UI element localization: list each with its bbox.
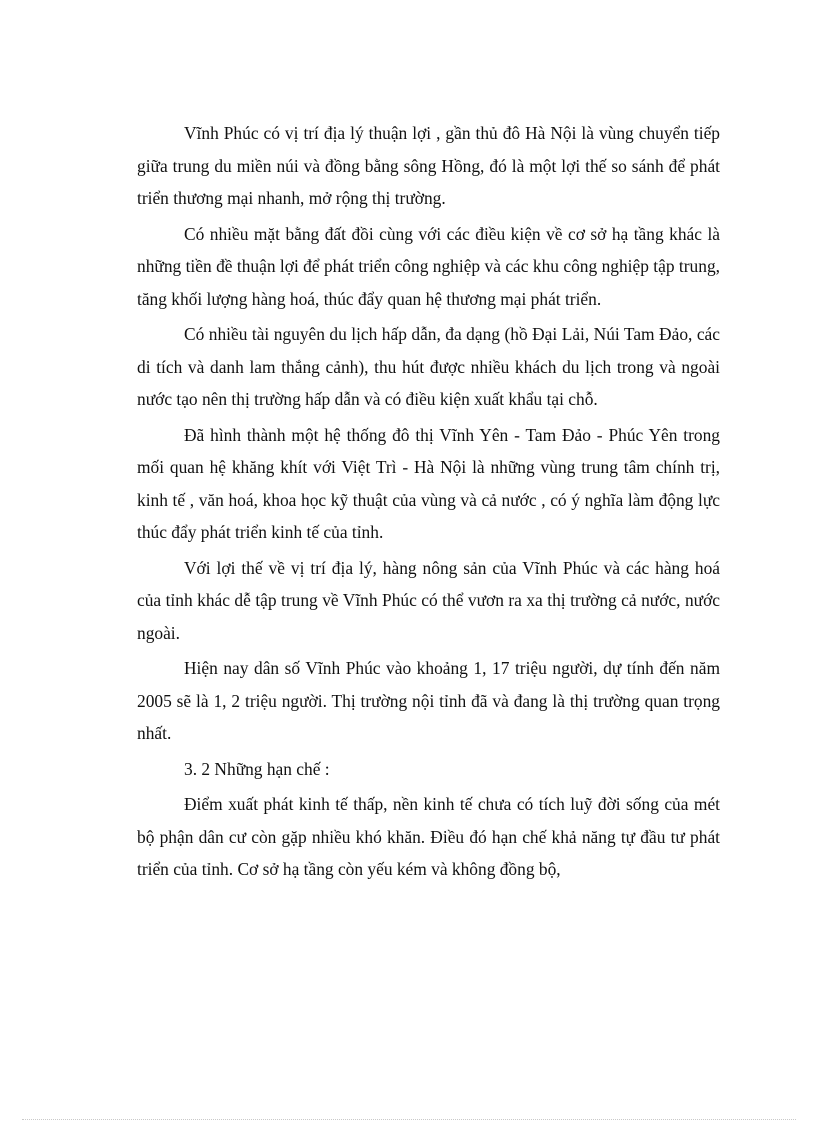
paragraph-urban-system: Đã hình thành một hệ thống đô thị Vĩnh Yên - Tam Đảo - Phúc Yên trong mối quan hệ khăng khít với Việt Trì - Hà Nội là những vùng trung tâm chính trị, kinh tế , văn hoá, khoa học kỹ thuật của vùng và cả nước , có ý nghĩa làm động lực thúc đẩy phát triển kinh tế của tỉnh. [137, 424, 720, 542]
page-bottom-rule [22, 1119, 796, 1120]
paragraph-location-advantage: Vĩnh Phúc có vị trí địa lý thuận lợi , gần thủ đô Hà Nội là vùng chuyển tiếp giữa trung du miền núi và đồng bằng sông Hồng, đó là một lợi thế so sánh để phát triển thương mại nhanh, mở rộng thị trường. [137, 123, 720, 208]
document-body [137, 117, 720, 889]
paragraph-tourism-resources: Có nhiều tài nguyên du lịch hấp dẫn, đa dạng (hồ Đại Lải, Núi Tam Đảo, các di tích và danh lam thắng cảnh), thu hút được nhiều khách du lịch trong và ngoài nước tạo nên thị trường hấp dẫn và có điều kiện xuất khẩu tại chỗ. [137, 324, 720, 409]
paragraph-population: Hiện nay dân số Vĩnh Phúc vào khoảng 1, 17 triệu người, dự tính đến năm 2005 sẽ là 1, 2 triệu người. Thị trường nội tỉnh đã và đang là thị trường quan trọng nhất. [137, 658, 720, 743]
paragraph-geographic-trade: Với lợi thế về vị trí địa lý, hàng nông sản của Vĩnh Phúc và các hàng hoá của tỉnh khác dễ tập trung về Vĩnh Phúc có thể vươn ra xa thị trường cả nước, nước ngoài. [137, 557, 720, 643]
paragraph-limitations: Điểm xuất phát kinh tế thấp, nền kinh tế chưa có tích luỹ đời sống của mét bộ phận dân cư còn gặp nhiều khó khăn. Điều đó hạn chế khả năng tự đầu tư phát triển của tỉnh. Cơ sở hạ tầng còn yếu kém và không đồng bộ, [137, 794, 720, 879]
paragraph-land-infrastructure: Có nhiều mặt bằng đất đồi cùng với các điều kiện về cơ sở hạ tầng khác là những tiền đề thuận lợi để phát triển công nghiệp và các khu công nghiệp tập trung, tăng khối lượng hàng hoá, thúc đẩy quan hệ thương mại phát triển. [137, 223, 720, 309]
section-heading-limitations: 3. 2 Những hạn chế : [184, 758, 330, 779]
